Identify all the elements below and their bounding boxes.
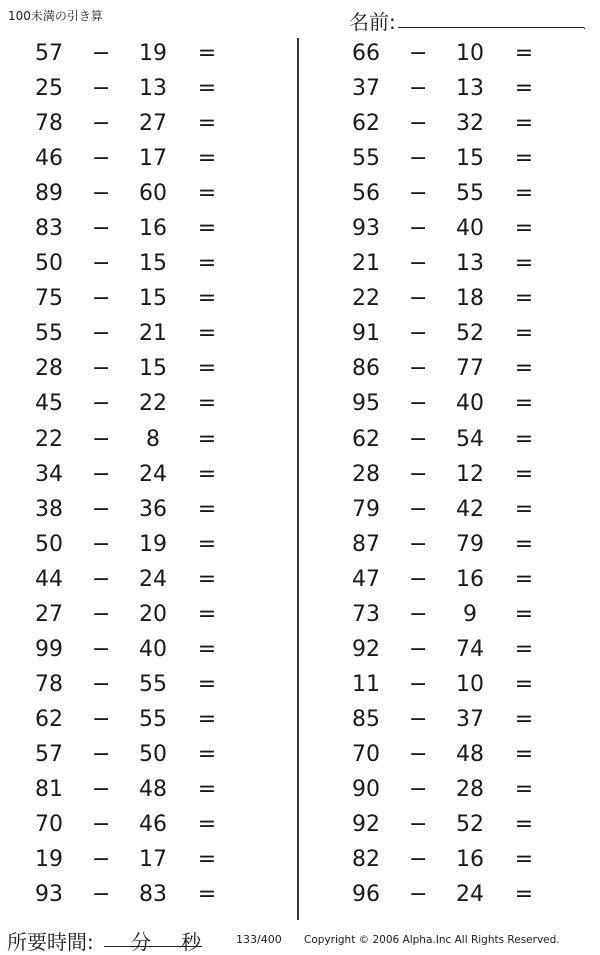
minuend: 50	[35, 251, 63, 277]
problem-row	[0, 73, 280, 108]
minuend: 70	[352, 741, 380, 767]
minus-sign: −	[92, 636, 111, 662]
problem-row	[317, 353, 597, 388]
problem-row	[317, 844, 597, 879]
minuend: 73	[352, 601, 380, 627]
equals-sign: =	[514, 531, 534, 557]
minus-sign: −	[409, 321, 428, 347]
minuend: 62	[35, 706, 63, 732]
equals-sign: =	[514, 76, 534, 102]
equals-sign: =	[514, 601, 534, 627]
equals-sign: =	[197, 706, 217, 732]
subtrahend: 20	[139, 601, 167, 627]
equals-sign: =	[197, 847, 217, 873]
minus-sign: −	[92, 286, 111, 312]
subtrahend: 16	[456, 847, 484, 873]
problem-row	[0, 564, 280, 599]
minuend: 46	[35, 146, 63, 172]
subtrahend: 42	[456, 496, 484, 522]
problem-row	[0, 809, 280, 844]
subtrahend: 21	[139, 321, 167, 347]
problem-row	[0, 108, 280, 143]
minuend: 93	[35, 882, 63, 908]
problem-row	[0, 353, 280, 388]
minus-sign: −	[409, 882, 428, 908]
minuend: 83	[35, 216, 63, 242]
minuend: 45	[35, 391, 63, 417]
problem-row	[317, 809, 597, 844]
subtrahend: 16	[139, 216, 167, 242]
subtrahend: 18	[456, 286, 484, 312]
minus-sign: −	[409, 671, 428, 697]
subtrahend: 15	[456, 146, 484, 172]
minuend: 93	[352, 216, 380, 242]
problem-row	[0, 494, 280, 529]
subtrahend: 50	[139, 741, 167, 767]
worksheet-title: 100未満の引き算	[8, 9, 103, 23]
subtrahend: 16	[456, 566, 484, 592]
minus-sign: −	[92, 321, 111, 347]
minus-sign: −	[409, 41, 428, 66]
subtrahend: 24	[139, 566, 167, 592]
minus-sign: −	[409, 636, 428, 662]
minus-sign: −	[92, 426, 111, 452]
problem-row	[317, 248, 597, 283]
problem-row	[317, 879, 597, 914]
problem-row	[0, 774, 280, 809]
equals-sign: =	[197, 531, 217, 557]
equals-sign: =	[514, 181, 534, 207]
minuend: 86	[352, 356, 380, 382]
minuend: 21	[352, 251, 380, 277]
equals-sign: =	[197, 566, 217, 592]
equals-sign: =	[514, 776, 534, 802]
problem-row	[317, 318, 597, 353]
minuend: 57	[35, 41, 63, 66]
minutes-label: 分	[131, 930, 151, 954]
equals-sign: =	[514, 426, 534, 452]
subtrahend: 54	[456, 426, 484, 452]
subtrahend: 52	[456, 321, 484, 347]
subtrahend: 19	[139, 41, 167, 66]
subtrahend: 24	[139, 461, 167, 487]
equals-sign: =	[197, 671, 217, 697]
problem-row	[0, 38, 280, 73]
equals-sign: =	[514, 461, 534, 487]
equals-sign: =	[197, 181, 217, 207]
seconds-label: 秒	[181, 930, 201, 954]
subtrahend: 79	[456, 531, 484, 557]
problem-row	[317, 634, 597, 669]
subtrahend: 17	[139, 847, 167, 873]
subtrahend: 83	[139, 882, 167, 908]
minuend: 79	[352, 496, 380, 522]
problem-row	[0, 739, 280, 774]
subtrahend: 48	[456, 741, 484, 767]
subtrahend: 13	[456, 251, 484, 277]
subtrahend: 55	[139, 706, 167, 732]
minuend: 95	[352, 391, 380, 417]
minuend: 34	[35, 461, 63, 487]
subtrahend: 37	[456, 706, 484, 732]
minuend: 19	[35, 847, 63, 873]
minuend: 62	[352, 426, 380, 452]
equals-sign: =	[514, 216, 534, 242]
minuend: 22	[35, 426, 63, 452]
problem-row	[317, 424, 597, 459]
subtrahend: 15	[139, 251, 167, 277]
minus-sign: −	[409, 741, 428, 767]
subtrahend: 46	[139, 812, 167, 838]
minus-sign: −	[92, 391, 111, 417]
minuend: 57	[35, 741, 63, 767]
equals-sign: =	[197, 812, 217, 838]
problem-row	[317, 599, 597, 634]
problem-row	[0, 283, 280, 318]
equals-sign: =	[197, 741, 217, 767]
equals-sign: =	[514, 146, 534, 172]
equals-sign: =	[197, 356, 217, 382]
column-divider	[297, 38, 299, 920]
page-number: 133/400	[236, 933, 282, 946]
minuend: 55	[35, 321, 63, 347]
minus-sign: −	[92, 251, 111, 277]
problem-row	[317, 459, 597, 494]
minuend: 90	[352, 776, 380, 802]
problem-row	[0, 634, 280, 669]
problem-row	[0, 599, 280, 634]
subtrahend: 24	[456, 882, 484, 908]
name-label: 名前:	[349, 10, 396, 34]
problem-row	[0, 213, 280, 248]
equals-sign: =	[197, 216, 217, 242]
minus-sign: −	[409, 601, 428, 627]
minus-sign: −	[92, 601, 111, 627]
problem-row	[0, 178, 280, 213]
equals-sign: =	[197, 251, 217, 277]
minuend: 55	[352, 146, 380, 172]
equals-sign: =	[514, 847, 534, 873]
name-field-line[interactable]	[398, 27, 584, 28]
subtrahend: 40	[139, 636, 167, 662]
minuend: 78	[35, 111, 63, 137]
subtrahend: 15	[139, 356, 167, 382]
minuend: 92	[352, 636, 380, 662]
subtrahend: 40	[456, 391, 484, 417]
minuend: 11	[352, 671, 380, 697]
problem-row	[0, 318, 280, 353]
minuend: 82	[352, 847, 380, 873]
equals-sign: =	[514, 636, 534, 662]
minus-sign: −	[92, 566, 111, 592]
minuend: 27	[35, 601, 63, 627]
minus-sign: −	[409, 251, 428, 277]
copyright-text: Copyright © 2006 Alpha.Inc All Rights Reserved.	[304, 934, 560, 946]
equals-sign: =	[514, 741, 534, 767]
minuend: 92	[352, 812, 380, 838]
minus-sign: −	[92, 216, 111, 242]
problem-row	[317, 143, 597, 178]
minuend: 96	[352, 882, 380, 908]
minus-sign: −	[92, 356, 111, 382]
equals-sign: =	[514, 671, 534, 697]
equals-sign: =	[197, 146, 217, 172]
minus-sign: −	[92, 776, 111, 802]
minus-sign: −	[409, 812, 428, 838]
subtrahend: 19	[139, 531, 167, 557]
problem-row	[317, 108, 597, 143]
minuend: 66	[352, 41, 380, 66]
minus-sign: −	[409, 426, 428, 452]
minus-sign: −	[92, 76, 111, 102]
problem-row	[0, 879, 280, 914]
minus-sign: −	[409, 391, 428, 417]
minus-sign: −	[409, 706, 428, 732]
equals-sign: =	[197, 461, 217, 487]
subtrahend: 13	[139, 76, 167, 102]
equals-sign: =	[197, 286, 217, 312]
minus-sign: −	[409, 461, 428, 487]
equals-sign: =	[197, 882, 217, 908]
equals-sign: =	[197, 41, 217, 66]
equals-sign: =	[197, 496, 217, 522]
equals-sign: =	[197, 426, 217, 452]
minus-sign: −	[409, 146, 428, 172]
subtrahend: 10	[456, 671, 484, 697]
subtrahend: 77	[456, 356, 484, 382]
problem-row	[317, 38, 597, 73]
minuend: 56	[352, 181, 380, 207]
equals-sign: =	[514, 321, 534, 347]
equals-sign: =	[514, 41, 534, 66]
equals-sign: =	[514, 882, 534, 908]
problem-row	[317, 529, 597, 564]
right-problem-column	[317, 38, 597, 914]
minuend: 37	[352, 76, 380, 102]
minus-sign: −	[92, 111, 111, 137]
minus-sign: −	[409, 286, 428, 312]
problem-row	[317, 739, 597, 774]
minus-sign: −	[92, 706, 111, 732]
problem-row	[0, 459, 280, 494]
equals-sign: =	[514, 251, 534, 277]
minus-sign: −	[92, 812, 111, 838]
subtrahend: 22	[139, 391, 167, 417]
problem-row	[317, 494, 597, 529]
problem-row	[0, 424, 280, 459]
problem-row	[0, 248, 280, 283]
minuend: 47	[352, 566, 380, 592]
problem-row	[317, 564, 597, 599]
problem-row	[317, 73, 597, 108]
minus-sign: −	[92, 741, 111, 767]
minuend: 38	[35, 496, 63, 522]
equals-sign: =	[197, 776, 217, 802]
minuend: 75	[35, 286, 63, 312]
minuend: 50	[35, 531, 63, 557]
equals-sign: =	[514, 706, 534, 732]
problem-row	[317, 669, 597, 704]
minuend: 62	[352, 111, 380, 137]
problem-row	[0, 388, 280, 423]
subtrahend: 60	[139, 181, 167, 207]
minuend: 89	[35, 181, 63, 207]
problem-row	[317, 283, 597, 318]
subtrahend: 48	[139, 776, 167, 802]
subtrahend: 13	[456, 76, 484, 102]
equals-sign: =	[197, 321, 217, 347]
minuend: 81	[35, 776, 63, 802]
subtrahend: 9	[463, 601, 477, 627]
minus-sign: −	[92, 671, 111, 697]
minuend: 44	[35, 566, 63, 592]
equals-sign: =	[197, 76, 217, 102]
equals-sign: =	[197, 636, 217, 662]
subtrahend: 36	[139, 496, 167, 522]
minus-sign: −	[92, 882, 111, 908]
subtrahend: 12	[456, 461, 484, 487]
subtrahend: 52	[456, 812, 484, 838]
minus-sign: −	[409, 356, 428, 382]
minuend: 91	[352, 321, 380, 347]
minus-sign: −	[92, 531, 111, 557]
equals-sign: =	[514, 496, 534, 522]
problem-row	[0, 704, 280, 739]
equals-sign: =	[514, 566, 534, 592]
minuend: 99	[35, 636, 63, 662]
problem-row	[317, 178, 597, 213]
minus-sign: −	[409, 531, 428, 557]
minuend: 78	[35, 671, 63, 697]
time-required-label: 所要時間:	[7, 930, 94, 954]
equals-sign: =	[514, 286, 534, 312]
subtrahend: 32	[456, 111, 484, 137]
left-problem-column	[0, 38, 280, 914]
problem-row	[317, 704, 597, 739]
minuend: 87	[352, 531, 380, 557]
equals-sign: =	[514, 111, 534, 137]
minus-sign: −	[409, 776, 428, 802]
subtrahend: 55	[456, 181, 484, 207]
minus-sign: −	[92, 496, 111, 522]
subtrahend: 40	[456, 216, 484, 242]
equals-sign: =	[514, 812, 534, 838]
minus-sign: −	[409, 181, 428, 207]
problem-row	[0, 844, 280, 879]
minuend: 22	[352, 286, 380, 312]
minus-sign: −	[409, 76, 428, 102]
subtrahend: 10	[456, 41, 484, 66]
minus-sign: −	[92, 461, 111, 487]
problem-row	[317, 774, 597, 809]
problem-row	[317, 388, 597, 423]
equals-sign: =	[197, 391, 217, 417]
minus-sign: −	[409, 216, 428, 242]
equals-sign: =	[197, 601, 217, 627]
subtrahend: 17	[139, 146, 167, 172]
subtrahend: 15	[139, 286, 167, 312]
minus-sign: −	[92, 41, 111, 66]
problem-row	[0, 143, 280, 178]
subtrahend: 55	[139, 671, 167, 697]
minuend: 25	[35, 76, 63, 102]
minuend: 85	[352, 706, 380, 732]
minus-sign: −	[92, 847, 111, 873]
minus-sign: −	[409, 496, 428, 522]
equals-sign: =	[514, 391, 534, 417]
minuend: 28	[352, 461, 380, 487]
equals-sign: =	[514, 356, 534, 382]
minus-sign: −	[409, 847, 428, 873]
minus-sign: −	[409, 111, 428, 137]
problem-row	[317, 213, 597, 248]
minuend: 70	[35, 812, 63, 838]
subtrahend: 74	[456, 636, 484, 662]
subtrahend: 8	[146, 426, 160, 452]
equals-sign: =	[197, 111, 217, 137]
minuend: 28	[35, 356, 63, 382]
problem-row	[0, 669, 280, 704]
name-line-dot: .	[583, 21, 587, 32]
minus-sign: −	[92, 146, 111, 172]
minus-sign: −	[409, 566, 428, 592]
minus-sign: −	[92, 181, 111, 207]
problem-row	[0, 529, 280, 564]
subtrahend: 27	[139, 111, 167, 137]
subtrahend: 28	[456, 776, 484, 802]
